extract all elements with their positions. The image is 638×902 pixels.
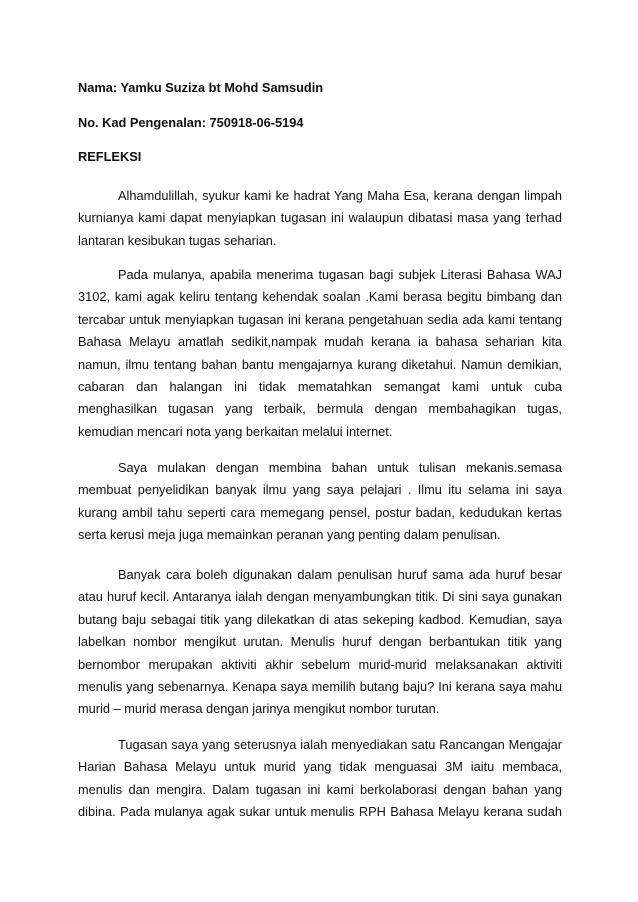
section-heading: REFLEKSI [78, 149, 142, 164]
paragraph-line: kurang ambil tahu seperti cara memegang pensel, postur badan, kedudukan kertas [78, 504, 562, 520]
paragraph-line: atau huruf kecil. Antaranya ialah dengan menyambungkan titik. Di sini saya gunakan [78, 589, 562, 605]
paragraph-line: serta kerusi meja juga memainkan peranan yang penting dalam penulisan. [78, 527, 501, 543]
paragraph-line: 3102, kami agak keliru tentang kehendak soalan .Kami berasa begitu bimbang dan [78, 289, 562, 305]
paragraph-line: membuat penyelidikan banyak ilmu yang saya pelajari . Ilmu itu selama ini saya [78, 482, 562, 498]
paragraph-line: kemudian mencari nota yang berkaitan melalui internet. [78, 423, 393, 439]
paragraph-line: dibina. Pada mulanya agak sukar untuk menulis RPH Bahasa Melayu kerana sudah [78, 804, 562, 820]
paragraph-line: Pada mulanya, apabila menerima tugasan bagi subjek Literasi Bahasa WAJ [118, 267, 562, 282]
paragraph-line: lantaran kesibukan tugas seharian. [78, 232, 277, 248]
ic-number-line: No. Kad Pengenalan: 750918-06-5194 [78, 115, 304, 130]
paragraph-line: namun, ilmu tentang bahan bantu mengajarnya kurang diketahui. Namun demikian, [78, 356, 562, 372]
student-name-line: Nama: Yamku Suziza bt Mohd Samsudin [78, 80, 324, 95]
paragraph-line: labelkan nombor mengikut urutan. Menulis huruf dengan berbantukan titik yang [78, 634, 562, 650]
paragraph-2 [78, 264, 562, 443]
paragraph-line: Bahasa Melayu amatlah sedikit,nampak mudah kerana ia bahasa seharian kita [78, 334, 562, 350]
paragraph-line: Saya mulakan dengan membina bahan untuk tulisan mekanis.semasa [118, 460, 562, 475]
paragraph-line: menghasilkan tugasan yang terbaik, bermula dengan membahagikan tugas, [78, 401, 562, 417]
paragraph-line: menulis dan mengira. Dalam tugasan ini kami berkolaborasi dengan bahan yang [78, 781, 562, 797]
paragraph-line: murid – murid merasa dengan jarinya mengikut nombor turutan. [78, 701, 440, 717]
paragraph-line: menulis yang sebenarnya. Kenapa saya memilih butang baju? Ini kerana saya mahu [78, 678, 562, 694]
paragraph-line: kurnianya kami dapat menyiapkan tugasan ini walaupun dibatasi masa yang terhad [78, 210, 562, 226]
paragraph-line: tercabar untuk menyiapkan tugasan ini kerana pengetahuan sedia ada kami tentang [78, 311, 562, 327]
paragraph-line: Banyak cara boleh digunakan dalam penulisan huruf sama ada huruf besar [118, 567, 562, 582]
paragraph-line: Alhamdulillah, syukur kami ke hadrat Yang Maha Esa, kerana dengan limpah [118, 188, 562, 203]
paragraph-3 [78, 457, 562, 547]
paragraph-1 [78, 185, 562, 252]
paragraph-line: cabaran dan halangan ini tidak mematahkan semangat kami untuk cuba [78, 378, 562, 394]
paragraph-line: bernombor merupakan aktiviti akhir sebelum murid-murid melaksanakan aktiviti [78, 656, 562, 672]
paragraph-5 [78, 734, 562, 824]
paragraph-4 [78, 564, 562, 721]
paragraph-line: butang baju sebagai titik yang dilekatkan di atas sekeping kadbod. Kemudian, saya [78, 611, 562, 627]
paragraph-line: Tugasan saya yang seterusnya ialah menyediakan satu Rancangan Mengajar [118, 737, 562, 752]
paragraph-line: Harian Bahasa Melayu untuk murid yang tidak menguasai 3M iaitu membaca, [78, 759, 562, 775]
